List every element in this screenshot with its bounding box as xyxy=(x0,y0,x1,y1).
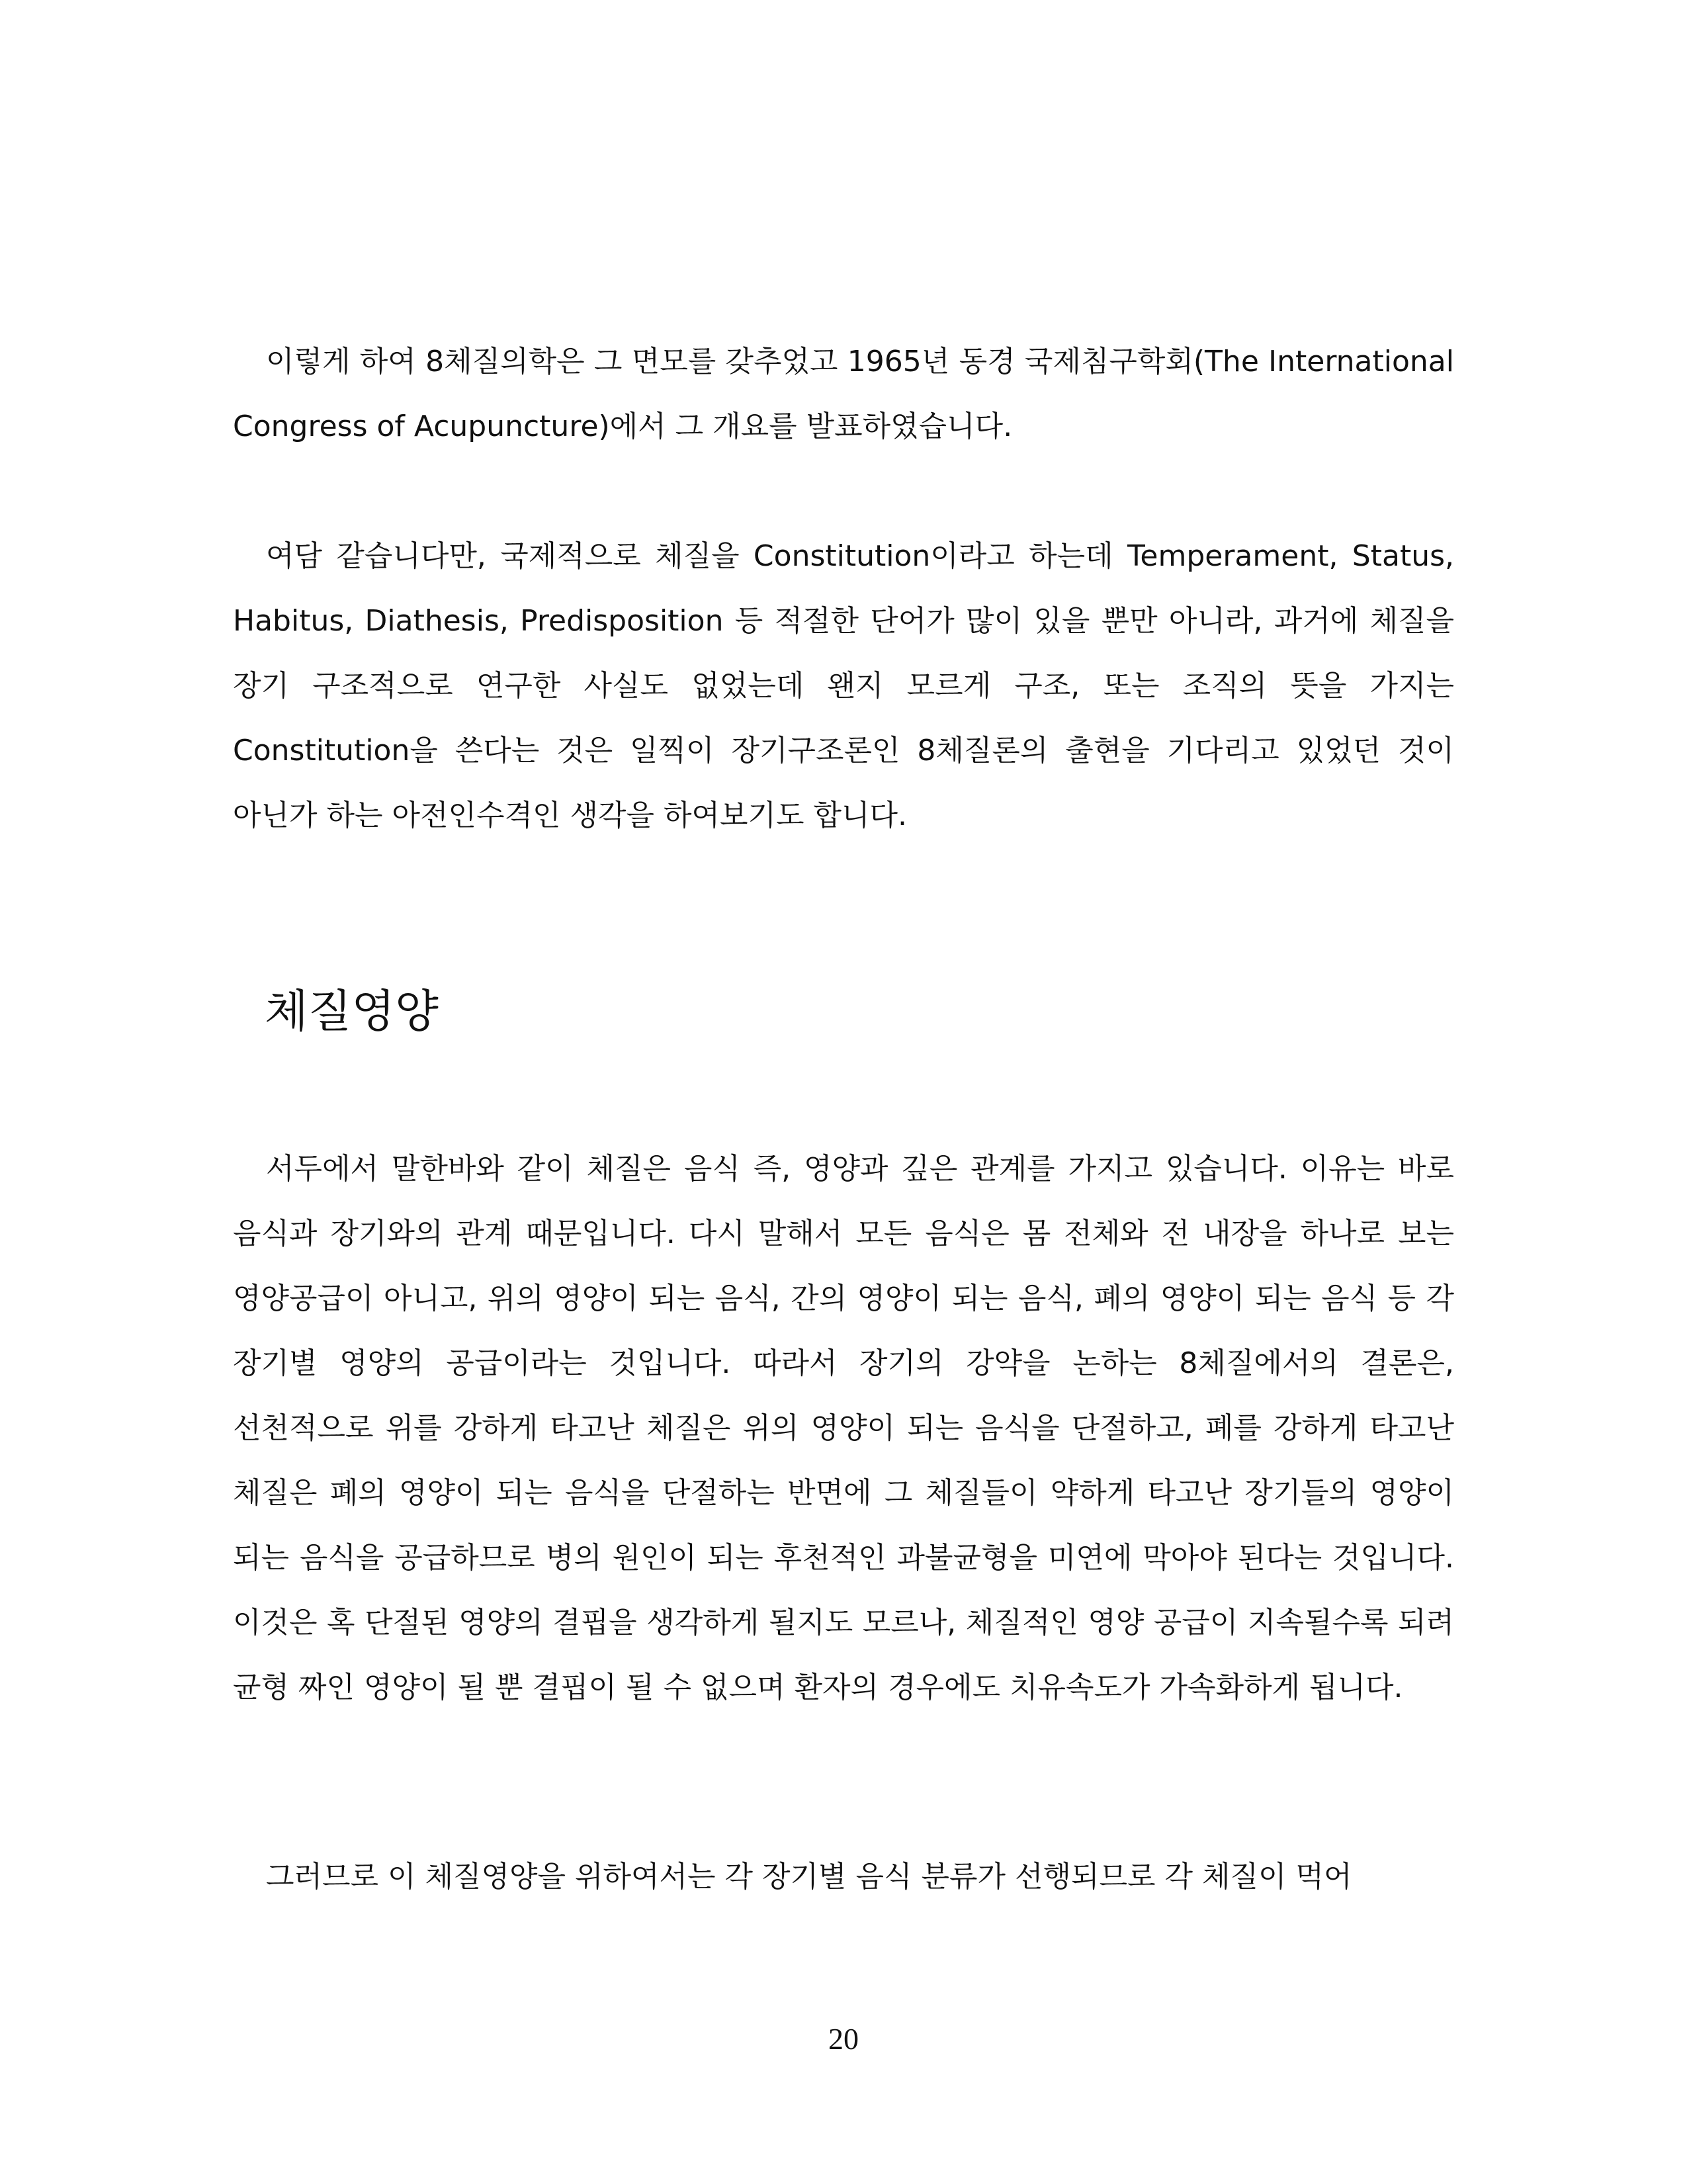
section-title: 체질영양 xyxy=(265,986,439,1038)
paragraph-food-classification: 그러므로 이 체질영양을 위하여서는 각 장기별 음식 분류가 선행되므로 각 체질이 먹어 xyxy=(266,1860,1352,1894)
page-number: 20 xyxy=(828,2022,859,2056)
paragraph-conference: 이렇게 하여 8체질의학은 그 면모를 갖추었고 1965년 동경 국제침구학회(The International Congress of Acupuncture)에서 그 개요를 발표하였습니다. xyxy=(233,345,1454,443)
paragraph-nutrition: 서두에서 말한바와 같이 체질은 음식 즉, 영양과 깊은 관계를 가지고 있습니다. 이유는 바로 음식과 장기와의 관계 때문입니다. 다시 말해서 모든 음식은 몸 전체와 전 내장을 하나로 보는 영양공급이 아니고, 위의 영양이 되는 음식, 간의 영양이 되는 음식, 폐의 영양이 되는 음식 등 각 장기별 영양의 공급이라는 것입니다. 따라서 장기의 강약을 논하는 8체질에서의 결론은, 선천적으로 위를 강하게 타고난 체질은 위의 영양이 되는 음식을 단절하고, 폐를 강하게 타고난 체질은 폐의 영양이 되는 음식을 단절하는 반면에 그 체질들이 약하게 타고난 장기들의 영양이 되는 음식을 공급하므로 병의 원인이 되는 후천적인 과불균형을 미연에 막아야 된다는 것입니다. 이것은 혹 단절된 영양의 결핍을 생각하게 될지도 모르나, 체질적인 영양 공급이 지속될수록 되려 균형 짜인 영양이 될 뿐 결핍이 될 수 없으며 환자의 경우에도 치유속도가 가속화하게 됩니다. xyxy=(233,1152,1455,1704)
paragraph-constitution-term: 여담 같습니다만, 국제적으로 체질을 Constitution이라고 하는데 Temperament, Status, Habitus, Diathesis, Predisposition 등 적절한 단어가 많이 있을 뿐만 아니라, 과거에 체질을 장기 구조적으로 연구한 사실도 없었는데 왠지 모르게 구조, 또는 조직의 뜻을 가지는 Constitution을 쓴다는 것은 일찍이 장기구조론인 8체질론의 출현을 기다리고 있었던 것이 아닌가 하는 아전인수격인 생각을 하여보기도 합니다. xyxy=(233,539,1455,832)
